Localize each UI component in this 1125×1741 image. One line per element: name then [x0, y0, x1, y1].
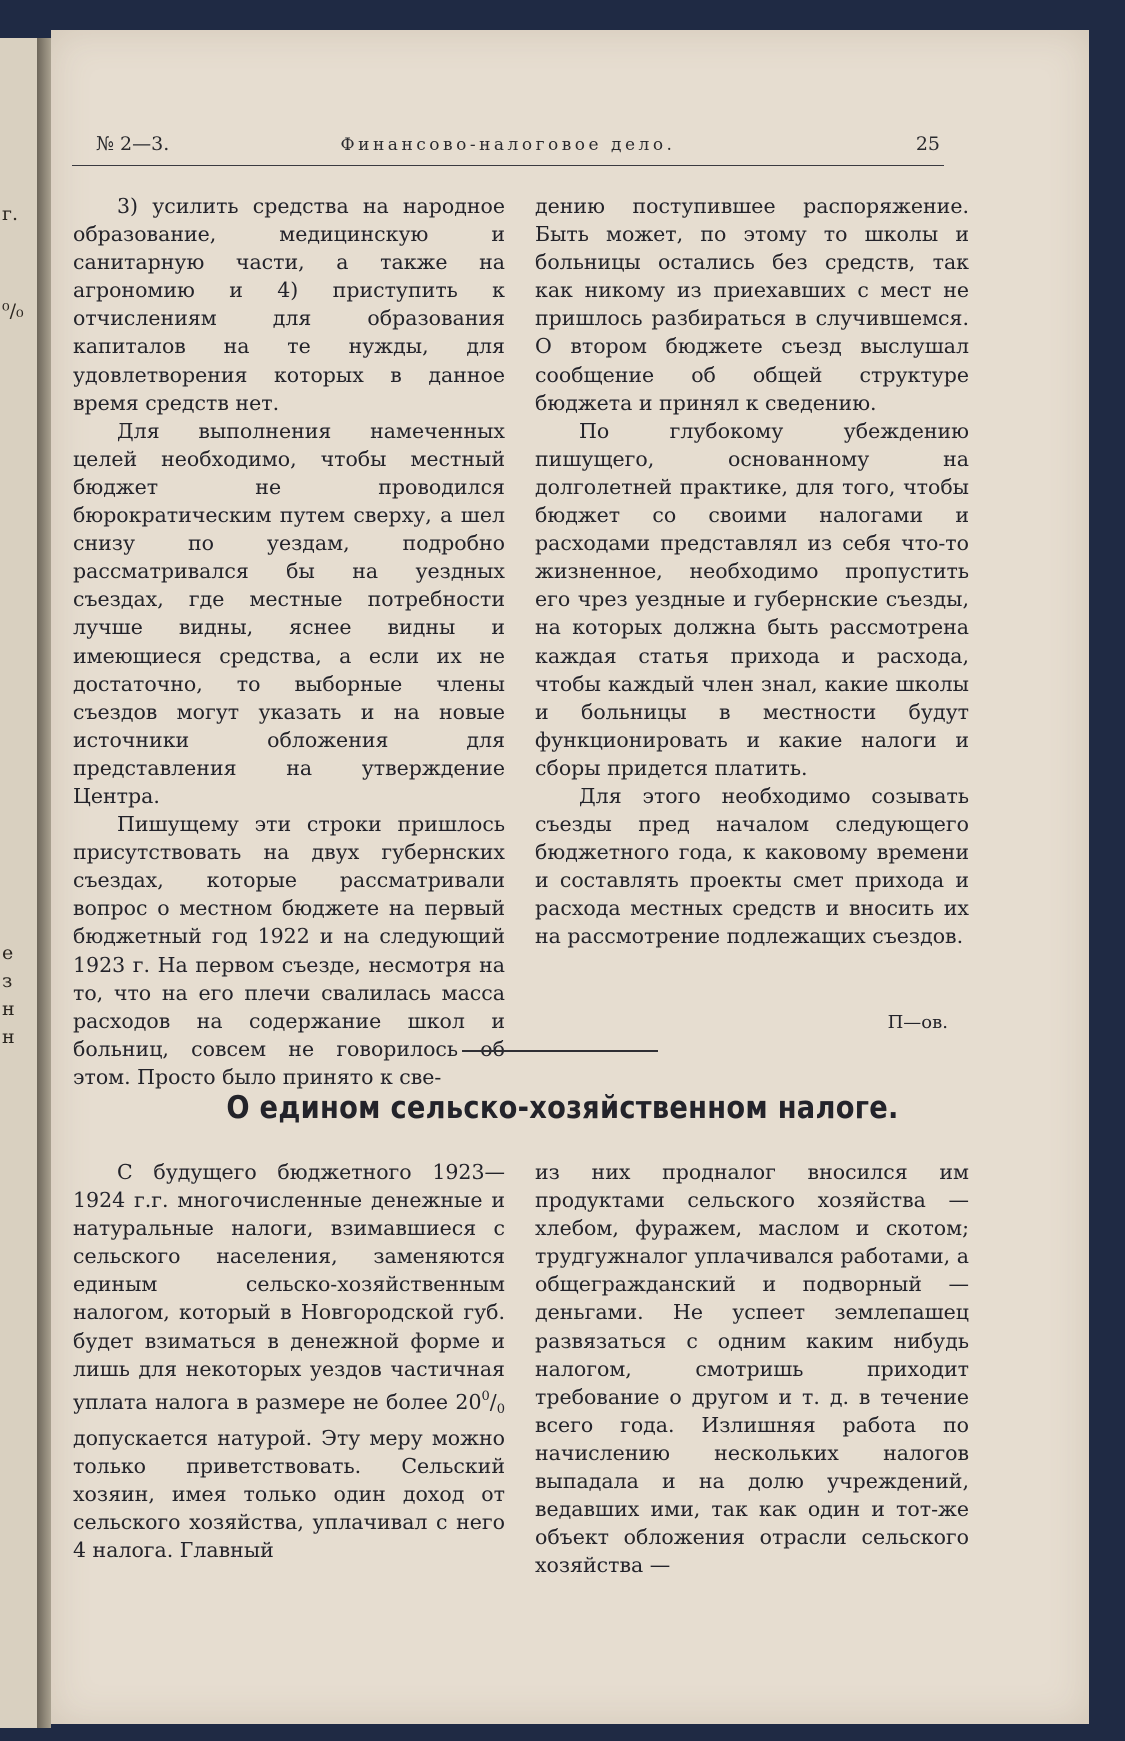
paragraph: дению поступившее распоряжение. Быть может, по этому то школы и больницы остались без средств, так как никому из приехавших с мест не пришлось разбираться в случившемся. О втором бюджете съезд выслушал сообщение об общей структуре бюджета и принял к сведению.	[535, 194, 969, 415]
article1-column-right	[535, 192, 969, 951]
article-title: О едином сельско-хозяйственном налоге.	[226, 1090, 899, 1126]
paragraph: 3) усилить средства на народное образование, медицинскую и санитарную части, а также на агрономию и 4) приступить к отчислениям для образования капиталов на те нужды, для удовлетворения которых в данное время средств нет.	[73, 194, 505, 415]
page-fragment: н	[2, 1026, 15, 1048]
journal-title: Финансово-налоговое дело.	[340, 135, 676, 155]
article1-column-left	[73, 192, 505, 1091]
article2-column-left	[73, 1158, 505, 1564]
book-spine	[37, 38, 51, 1728]
adjacent-page-edge	[0, 38, 40, 1728]
issue-number: № 2—3.	[96, 133, 170, 155]
paragraph: из них продналог вносился им продуктами сельского хозяйства — хлебом, фуражем, маслом и скотом; трудгужналог уплачивался работами, а общегражданский и подворный — деньгами. Не успеет землепашец развязаться с одним каким нибудь налогом, смотришь приходит требование о другом и т. д. в течение всего года. Излишняя работа по начислению нескольких налогов выпадала и на долю учреждений, ведавших ими, так как один и тот-же объект обложения отрасли сельского хозяйства —	[535, 1160, 969, 1578]
text-run: допускается натурой. Эту меру можно только приветствовать. Сельский хозяин, имея только один доход от сельского хозяйства, уплачивал с него 4 налога. Главный	[73, 1425, 505, 1563]
page-fragment: н	[2, 998, 15, 1020]
page-fragment: з	[2, 970, 13, 992]
running-header	[72, 133, 944, 166]
paragraph: По глубокому убеждению пишущего, основанному на долголетней практике, для того, чтобы бюджет со своими налогами и расходами представлял из себя что-то жизненное, необходимо пропустить его чрез уездные и губернские съезды, на которых должна быть рассмотрена каждая статья прихода и расхода, чтобы каждый член знал, какие школы и больницы в местности будут функционировать и какие налоги и сборы придется платить.	[535, 418, 969, 780]
page-fragment: е	[2, 942, 14, 964]
paragraph: С будущего бюджетного 1923—1924 г.г. многочисленные денежные и натуральные налоги, взимавшиеся с сельского населения, заменяются единым сельско-хозяйственным налогом, который в Новгородской губ. будет взиматься в денежной форме и лишь для некоторых уездов частичная уплата налога в размере не более $20^0/_0$ допускается натурой. Эту меру можно только приветствовать. Сельский хозяин, имея только один доход от сельского хозяйства, уплачивал с него 4 налога. Главный	[73, 1160, 505, 1563]
percent-sign-bottom: 0	[496, 1401, 505, 1417]
paragraph: Для выполнения намеченных целей необходимо, чтобы местный бюджет не проводился бюрократическим путем сверху, а шел снизу по уездам, подробно рассматривался бы на уездных съездах, где местные потребности лучше видны, яснее видны и имеющиеся средства, а если их не достаточно, то выборные члены съездов могут указать и на новые источники обложения для представления на утверждение Центра.	[73, 418, 505, 808]
section-divider	[462, 1050, 658, 1052]
paragraph: Пишущему эти строки пришлось присутствовать на двух губернских съездах, которые рассматривали вопрос о местном бюджете на первый бюджетный год 1922 и на следующий 1923 г. На первом съезде, несмотря на то, что на его плечи свалилась масса расходов на содержание школ и больниц, совсем не говорилось об этом. Просто было принято к све-	[73, 812, 505, 1089]
article2-column-right	[535, 1158, 969, 1579]
page-fragment: ⁰/₀	[2, 300, 24, 322]
page-number: 25	[915, 133, 940, 155]
page-fragment: г.	[2, 203, 18, 225]
author-signature: П—ов.	[887, 1012, 948, 1033]
paragraph: Для этого необходимо созывать съезды пред началом следующего бюджетного года, к каковому времени и составлять проекты смет прихода и расхода местных средств и вносить их на рассмотрение подлежащих съездов.	[535, 783, 969, 949]
text-run: С будущего бюджетного 1923—1924 г.г. многочисленные денежные и натуральные налоги, взимавшиеся с сельского населения, заменяются единым сельско-хозяйственным налогом, который в Новгородской губ. будет взиматься в денежной форме и лишь для некоторых уездов частичная уплата налога в размере не более 20	[73, 1160, 505, 1414]
percent-sign-top: 0	[481, 1388, 490, 1404]
